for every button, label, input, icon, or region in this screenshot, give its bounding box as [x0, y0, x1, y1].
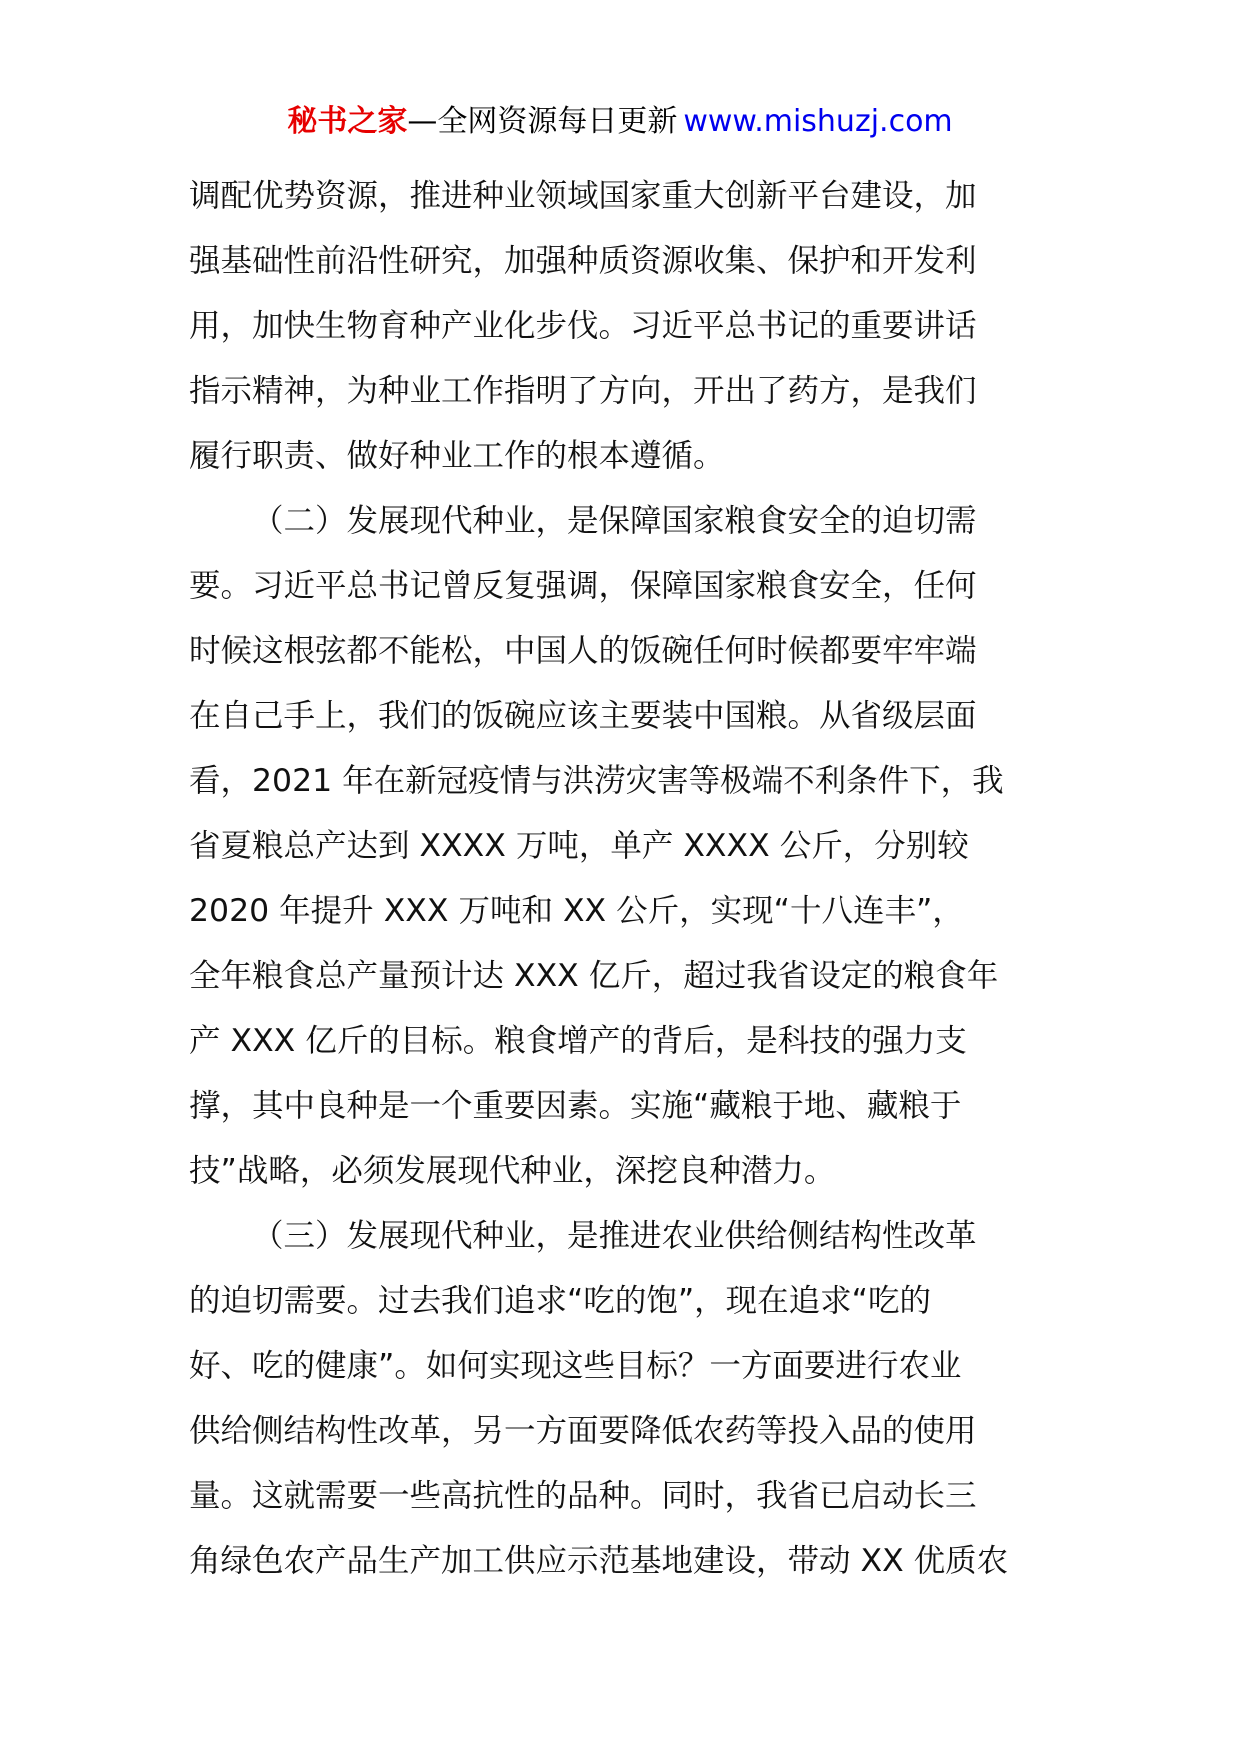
text-line: 时候这根弦都不能松，中国人的饭碗任何时候都要牢牢端	[189, 633, 977, 669]
page-header	[0, 100, 1240, 144]
site-brand: 秘书之家	[287, 104, 408, 139]
text-line: 要。习近平总书记曾反复强调，保障国家粮食安全，任何	[189, 568, 977, 604]
text-line: 技”战略，必须发展现代种业，深挖良种潜力。	[189, 1153, 836, 1189]
text-line: 履行职责、做好种业工作的根本遵循。	[189, 438, 725, 474]
text-line: 全年粮食总产量预计达 XXX 亿斤，超过我省设定的粮食年	[189, 958, 999, 994]
site-tagline: —全网资源每日更新	[407, 104, 678, 139]
text-line: 省夏粮总产达到 XXXX 万吨，单产 XXXX 公斤，分别较	[189, 828, 969, 864]
site-url-link[interactable]: www.mishuzj.com	[683, 104, 953, 139]
paragraph-3-start: （三）发展现代种业，是推进农业供给侧结构性改革	[252, 1218, 977, 1254]
text-line: 指示精神，为种业工作指明了方向，开出了药方，是我们	[189, 373, 977, 409]
text-line: 在自己手上，我们的饭碗应该主要装中国粮。从省级层面	[189, 698, 977, 734]
text-line: 看，2021 年在新冠疫情与洪涝灾害等极端不利条件下，我	[189, 763, 1004, 799]
text-line: 供给侧结构性改革，另一方面要降低农药等投入品的使用	[189, 1413, 977, 1449]
text-line: 产 XXX 亿斤的目标。粮食增产的背后，是科技的强力支	[189, 1023, 967, 1059]
text-line: 强基础性前沿性研究，加强种质资源收集、保护和开发利	[189, 243, 977, 279]
text-line: 调配优势资源，推进种业领域国家重大创新平台建设，加	[189, 178, 977, 214]
document-body	[189, 164, 1057, 1594]
text-line: 的迫切需要。过去我们追求“吃的饱”，现在追求“吃的	[189, 1283, 931, 1319]
text-line: 用，加快生物育种产业化步伐。习近平总书记的重要讲话	[189, 308, 977, 344]
text-line: 好、吃的健康”。如何实现这些目标？一方面要进行农业	[189, 1348, 962, 1384]
text-line: 角绿色农产品生产加工供应示范基地建设，带动 XX 优质农	[189, 1543, 1009, 1579]
paragraph-2-start: （二）发展现代种业，是保障国家粮食安全的迫切需	[252, 503, 977, 539]
text-line: 2020 年提升 XXX 万吨和 XX 公斤，实现“十八连丰”，	[189, 893, 964, 929]
text-line: 量。这就需要一些高抗性的品种。同时，我省已启动长三	[189, 1478, 977, 1514]
text-line: 撑，其中良种是一个重要因素。实施“藏粮于地、藏粮于	[189, 1088, 962, 1124]
